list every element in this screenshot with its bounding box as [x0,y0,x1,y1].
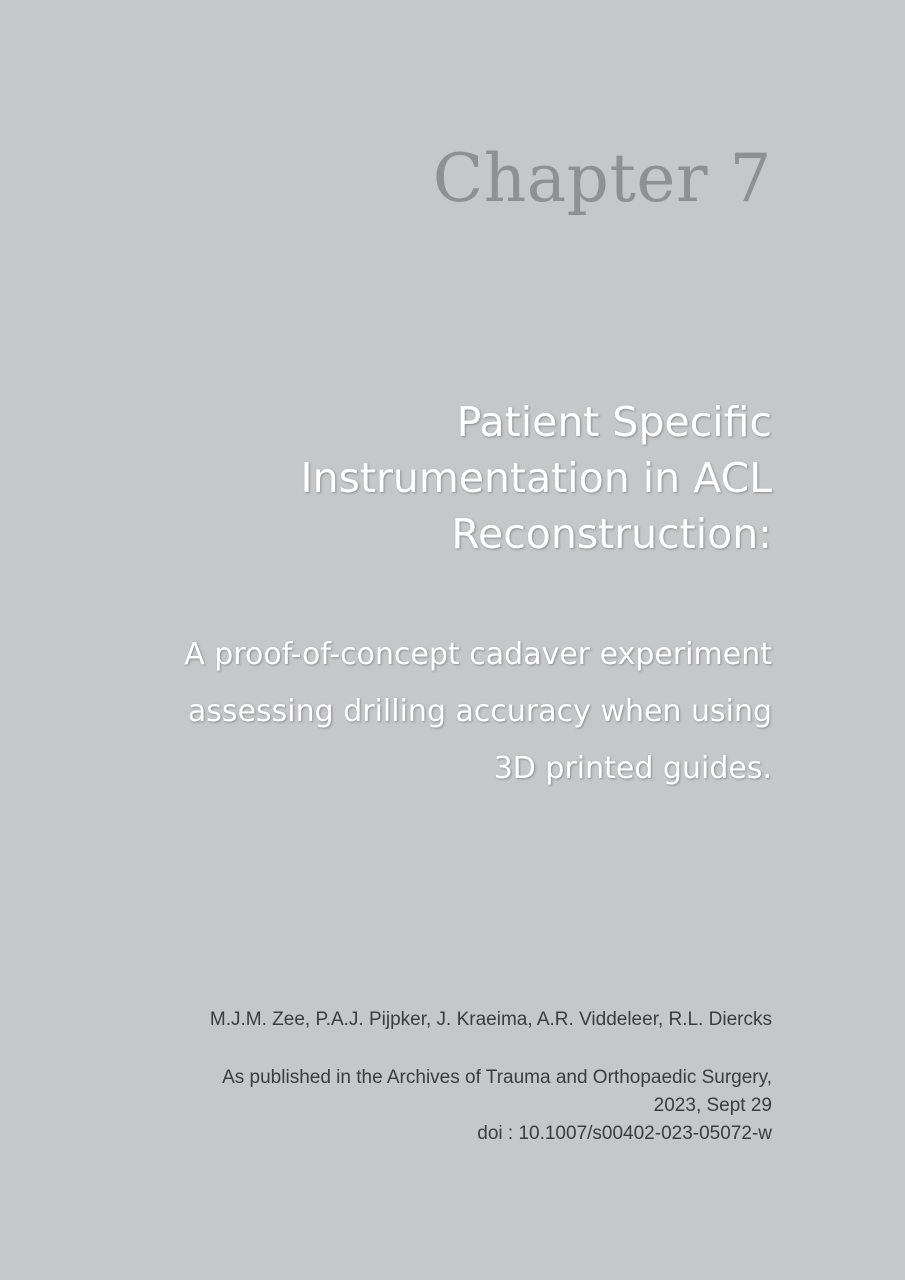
publication-date: 2023, Sept 29 [653,1095,772,1116]
chapter-subtitle-line-3: 3D printed guides. [493,751,772,786]
chapter-subtitle-line-1: A proof-of-concept cadaver experiment [184,637,772,672]
chapter-title-line-2: Instrumentation in ACL [300,454,772,502]
chapter-subtitle-line-2: assessing drilling accuracy when using [187,694,772,729]
chapter-heading: Chapter 7 [432,140,772,217]
chapter-title-line-3: Reconstruction: [451,510,772,558]
journal-line: As published in the Archives of Trauma and Orthopaedic Surgery, [222,1067,772,1088]
author-list: M.J.M. Zee, P.A.J. Pijpker, J. Kraeima, A.R. Viddeleer, R.L. Diercks [209,1009,772,1030]
chapter-subtitle [92,626,772,797]
chapter-title [152,394,772,562]
chapter-title-line-1: Patient Specific [456,398,772,446]
doi-line: doi : 10.1007/s00402-023-05072-w [477,1123,772,1144]
publication-info [222,1064,772,1148]
